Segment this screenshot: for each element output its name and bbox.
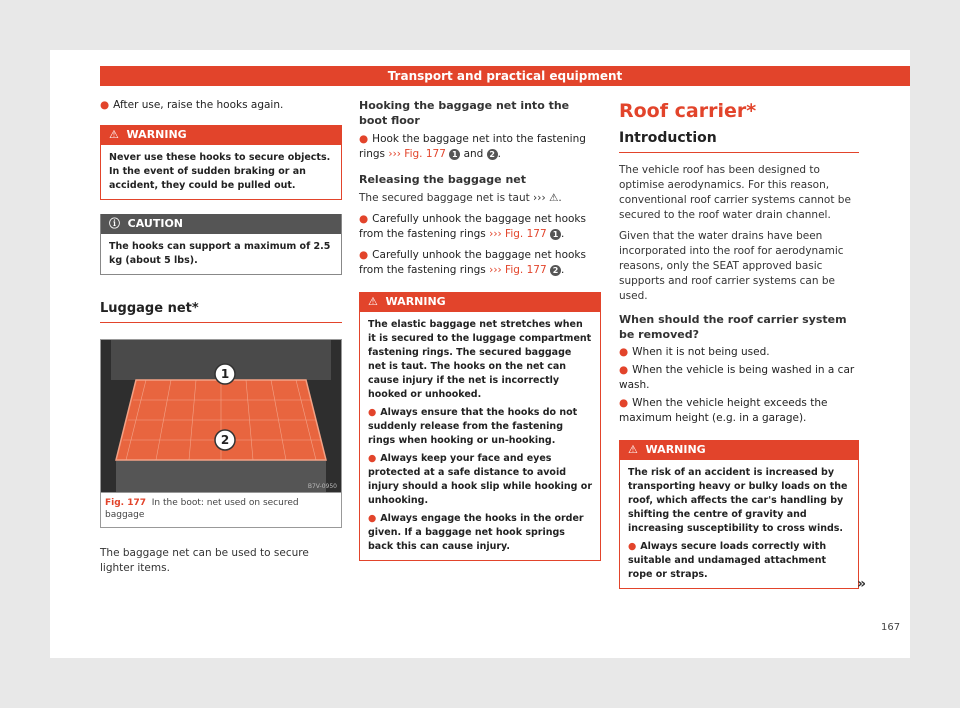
bullet-unhook-2: ● Carefully unhook the baggage net hooks from the fastening rings ››› Fig. 177 2 . xyxy=(359,249,586,276)
paragraph-net-use: The baggage net can be used to secure lighter items. xyxy=(100,547,309,574)
bullet-hook-net: ● Hook the baggage net into the fastening rings ››› Fig. 177 1 and 2 . xyxy=(359,133,586,160)
warning-box-net xyxy=(359,292,601,561)
warning-body xyxy=(620,460,858,588)
bullet-raise-hooks: ● After use, raise the hooks again. xyxy=(100,99,284,111)
paragraph-drains: Given that the water drains have been incorporated into the roof for aerodynamic reasons, only the SEAT approved basic supports and roof carrier systems can be used. xyxy=(619,230,844,302)
column-left xyxy=(100,98,342,576)
bullet-height: ● When the vehicle height exceeds the maximum height (e.g. in a garage). xyxy=(619,397,828,424)
warning-item: ● Always keep your face and eyes protected at a safe distance to avoid injury should a hook slip while hooking or unhooking. xyxy=(368,453,593,506)
warning-header: ⚠ WARNING xyxy=(101,125,341,145)
bullet-not-used: ● When it is not being used. xyxy=(619,346,770,358)
continue-chevron-icon: » xyxy=(857,576,867,592)
bullet-car-wash: ● When the vehicle is being washed in a car wash. xyxy=(619,364,855,391)
info-circle-icon: ⓘ xyxy=(109,217,120,230)
boot-net-illustration xyxy=(101,340,341,492)
warning-item: ● Always secure loads correctly with suitable and undamaged attachment rope or straps. xyxy=(628,541,827,580)
fig-ref-link[interactable]: ››› Fig. 177 xyxy=(388,148,446,160)
bullet-dot-icon: ● xyxy=(100,99,110,111)
chapter-header: Transport and practical equipment xyxy=(100,66,910,86)
figure-badge-1: 1 xyxy=(220,367,230,381)
page-number: 167 xyxy=(881,622,901,633)
figure-badge-2: 2 xyxy=(220,433,230,447)
warning-body xyxy=(360,312,600,560)
warning-item: ● Always engage the hooks in the order given. If a baggage net hook springs back this can cause injury. xyxy=(368,513,584,552)
caution-text: The hooks can support a maximum of 2.5 kg (about 5 lbs). xyxy=(109,241,331,266)
warning-item: ● Always ensure that the hooks do not suddenly release from the fastening rings when hooking or un-hooking. xyxy=(368,407,578,446)
paragraph-aerodynamics: The vehicle roof has been designed to optimise aerodynamics. For this reason, conventional roof carrier systems cannot be secured to the roof water drain channel. xyxy=(619,164,851,221)
heading-when-remove: When should the roof carrier system be removed? xyxy=(619,313,847,341)
figure-177 xyxy=(100,339,342,528)
warning-text: The elastic baggage net stretches when it is secured to the luggage compartment fastening rings. The secured baggage net is taut. The hooks on the net can cause injury if the net is incorrectly hooked or unhooked. xyxy=(368,319,592,400)
bullet-unhook-1: ● Carefully unhook the baggage net hooks from the fastening rings ››› Fig. 177 1 . xyxy=(359,213,586,240)
caution-box-hooks xyxy=(100,214,342,275)
subsection-introduction: Introduction xyxy=(619,130,859,153)
figure-image xyxy=(101,340,341,492)
warning-box-roof xyxy=(619,440,859,589)
warning-header: ⚠ WARNING xyxy=(620,440,858,460)
warning-triangle-icon: ⚠ xyxy=(109,128,119,141)
warning-triangle-icon: ⚠ xyxy=(368,295,378,308)
heading-releasing: Releasing the baggage net xyxy=(359,173,526,186)
warning-text: The risk of an accident is increased by transporting heavy or bulky loads on the roof, which affects the car's handling by shifting the centre of gravity and increasing susceptibility to cross winds. xyxy=(628,467,848,534)
section-title-roof-carrier: Roof carrier* xyxy=(619,100,757,122)
fig-ref-link[interactable]: ››› Fig. 177 xyxy=(489,228,547,240)
figure-caption: Fig. 177 In the boot: net used on secured baggage xyxy=(101,492,341,527)
warning-text: Never use these hooks to secure objects. In the event of sudden braking or an accident, they could be pulled out. xyxy=(109,152,331,191)
warning-triangle-icon: ⚠ xyxy=(628,443,638,456)
warning-box-hooks xyxy=(100,125,342,200)
warning-header: ⚠ WARNING xyxy=(360,292,600,312)
section-title-luggage-net: Luggage net* xyxy=(100,301,342,323)
manual-page xyxy=(50,50,910,658)
paragraph-taut: The secured baggage net is taut ››› ⚠. xyxy=(359,192,562,204)
figure-code: B7V-0950 xyxy=(307,483,337,490)
column-middle xyxy=(359,98,601,561)
fig-ref-link[interactable]: ››› Fig. 177 xyxy=(489,264,547,276)
caution-header: ⓘ CAUTION xyxy=(101,214,341,234)
column-right xyxy=(619,98,859,589)
heading-hooking: Hooking the baggage net into the boot floor xyxy=(359,99,570,127)
